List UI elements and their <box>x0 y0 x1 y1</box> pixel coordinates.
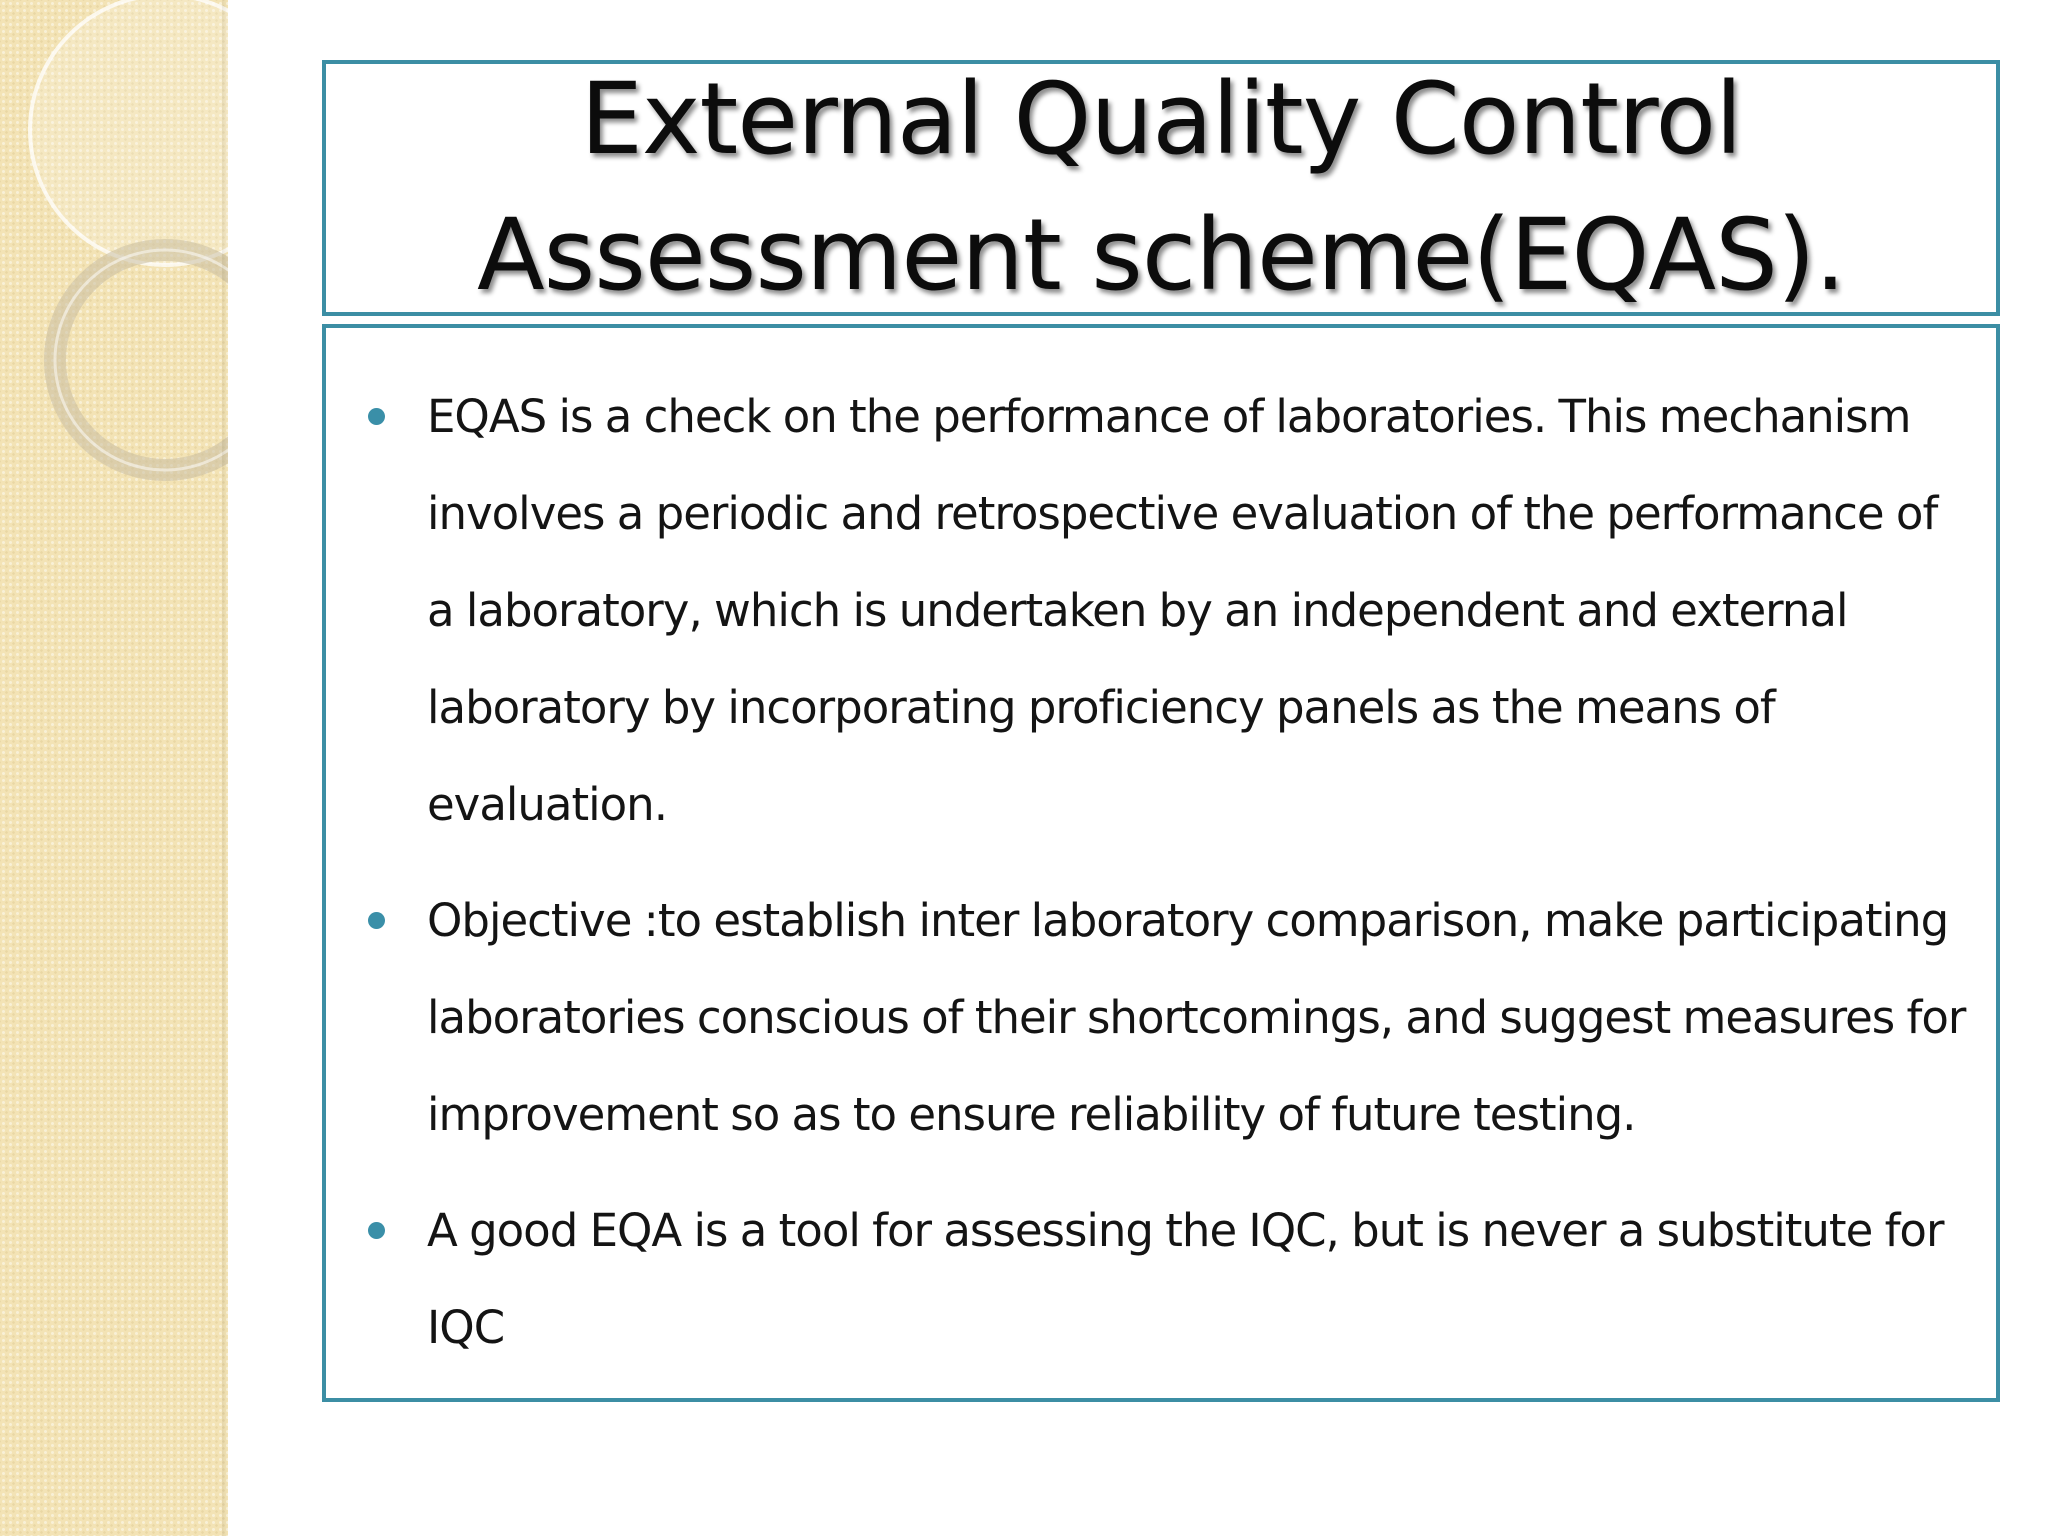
bullet-text: A good EQA is a tool for assessing the IQC, but is never a substitute for IQC <box>427 1204 1944 1354</box>
bullet-item-objective <box>326 872 1996 1163</box>
title-box <box>322 60 2000 316</box>
content-box <box>322 324 2000 1402</box>
bullet-text: EQAS is a check on the performance of laboratories. This mechanism involves a periodic and retrospective evaluation of the performance of a laboratory, which is undertaken by an independent and external laboratory by incorporating proficiency panels as the means of evaluation. <box>427 390 1938 831</box>
bullet-dot-icon <box>368 408 385 425</box>
bullet-text: Objective :to establish inter laboratory comparison, make participating laboratories conscious of their shortcomings, and suggest measures for improvement so as to ensure reliability of future testing. <box>427 894 1966 1141</box>
bullet-dot-icon <box>368 1222 385 1239</box>
slide-title <box>477 52 1845 324</box>
decorative-circles <box>0 0 228 560</box>
bullet-list <box>326 368 1996 1395</box>
title-line-2: Assessment scheme(EQAS). <box>476 198 1846 313</box>
title-line-1: External Quality Control <box>580 62 1742 177</box>
decorative-side-band <box>0 0 228 1536</box>
bullet-item-eqas-definition <box>326 368 1996 853</box>
side-band-edge <box>222 0 228 1536</box>
bullet-dot-icon <box>368 912 385 929</box>
bullet-item-eqa-tool <box>326 1182 1996 1376</box>
